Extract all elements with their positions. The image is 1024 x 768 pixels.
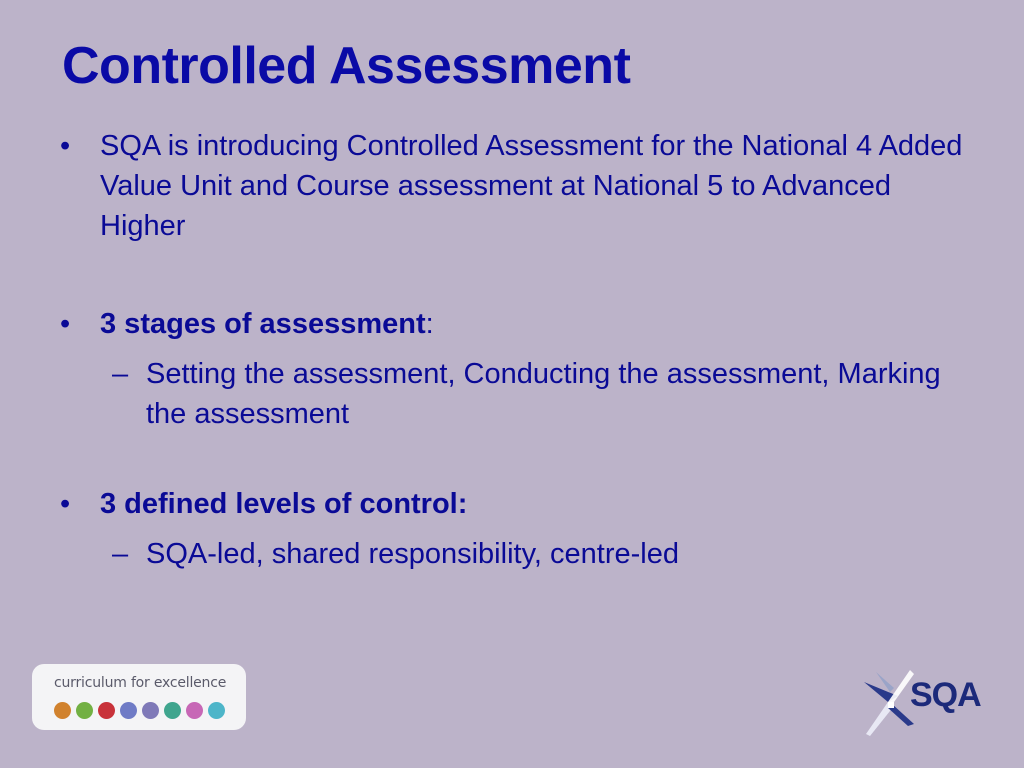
cfe-logo-dots bbox=[54, 702, 225, 719]
bullet-heading-suffix: : bbox=[425, 308, 434, 340]
sub-bullet-text: Setting the assessment, Conducting the assessment, Marking the assessment bbox=[146, 358, 941, 430]
cfe-color-dot bbox=[164, 702, 181, 719]
bullet-mark: • bbox=[60, 308, 71, 340]
cfe-color-dot bbox=[98, 702, 115, 719]
sub-bullet-mark: – bbox=[112, 358, 129, 390]
sub-bullet-item bbox=[60, 534, 980, 574]
bullet-item bbox=[60, 484, 980, 524]
sub-bullet-item bbox=[60, 354, 980, 434]
sqa-logo-text: SQA bbox=[910, 676, 981, 714]
bullet-item bbox=[60, 126, 980, 246]
slide-body bbox=[60, 126, 980, 574]
cfe-color-dot bbox=[120, 702, 137, 719]
bullet-item bbox=[60, 304, 980, 344]
sub-bullet-text: SQA-led, shared responsibility, centre-led bbox=[146, 538, 679, 570]
curriculum-for-excellence-logo bbox=[32, 664, 246, 730]
bullet-heading: 3 defined levels of control: bbox=[100, 488, 468, 520]
sqa-logo bbox=[858, 662, 998, 742]
slide-title: Controlled Assessment bbox=[62, 37, 631, 95]
cfe-color-dot bbox=[76, 702, 93, 719]
sub-bullet-mark: – bbox=[112, 538, 129, 570]
cfe-color-dot bbox=[54, 702, 71, 719]
cfe-color-dot bbox=[208, 702, 225, 719]
bullet-text: SQA is introducing Controlled Assessment for the National 4 Added Value Unit and Course assessment at National 5 to Advanced Higher bbox=[100, 130, 963, 242]
cfe-logo-text: curriculum for excellence bbox=[54, 675, 227, 691]
sqa-saltire-icon bbox=[858, 662, 918, 742]
cfe-color-dot bbox=[186, 702, 203, 719]
bullet-heading: 3 stages of assessment bbox=[100, 308, 426, 340]
cfe-color-dot bbox=[142, 702, 159, 719]
bullet-mark: • bbox=[60, 488, 71, 520]
bullet-mark: • bbox=[60, 130, 71, 162]
